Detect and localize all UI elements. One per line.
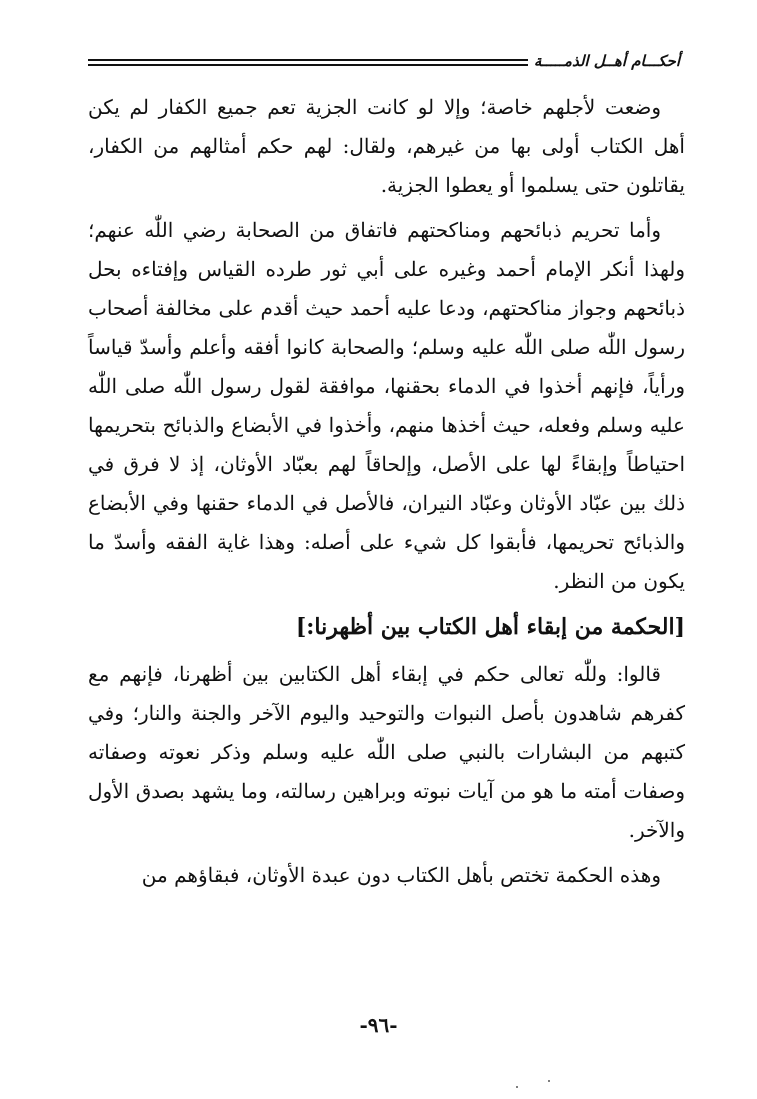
paragraph-2: وأما تحريم ذبائحهم ومناكحتهم فاتفاق من الصحابة رضي اللّٰه عنهم؛ ولهذا أنكر الإمام أحمد وغيره على أبي ثور طرده القياس وإفتاءه بحل ذبائحهم وجواز مناكحتهم، ودعا عليه أحمد حيث أقدم على مخالفة أصحاب رسول اللّٰه صلى اللّٰه عليه وسلم؛ والصحابة كانوا أفقه وأعلم وأسدّ قياساً ورأياً، فإنهم أخذوا في الدماء بحقنها، موافقة لقول رسول اللّٰه صلى اللّٰه عليه وسلم وفعله، حيث أخذها منهم، وأخذوا في الأبضاع والذبائح بتحريمها احتياطاً وإبقاءً لها على الأصل، وإلحاقاً لهم بعبّاد الأوثان، إذ لا فرق في ذلك بين عبّاد الأوثان وعبّاد النيران، فالأصل في الدماء حقنها وفي الأبضاع والذبائح تحريمها، فأبقوا كل شيء على أصله: وهذا غاية الفقه وأسدّ ما يكون من النظر. <box>88 218 686 593</box>
paragraph-3: قالوا: وللّٰه تعالى حكم في إبقاء أهل الكتابين بين أظهرنا، فإنهم مع كفرهم شاهدون بأصل النبوات والتوحيد واليوم الآخر والجنة والنار؛ وفي كتبهم من البشارات بالنبي صلى اللّٰه عليه وسلم وذكر نعوته وصفاته وصفات أمته ما هو من آيات نبوته وبراهين رسالته، وما يشهد بصدق الأول والآخر. <box>88 662 685 842</box>
scan-speck <box>548 1080 550 1082</box>
header-rule-lower <box>88 64 552 66</box>
paragraph-4: وهذه الحكمة تختص بأهل الكتاب دون عبدة الأوثان، فبقاؤهم من <box>141 863 661 887</box>
header-rule-upper <box>88 59 552 61</box>
section-heading: [الحكمة من إبقاء أهل الكتاب بين أظهرنا:] <box>295 614 685 640</box>
running-header <box>88 50 680 74</box>
header-title: أحكـــام أهــل الذمـــــة <box>528 50 680 72</box>
scan-speck <box>516 1086 518 1088</box>
page-body <box>88 88 685 901</box>
page-number: -٩٦- <box>359 1013 398 1037</box>
paragraph-1: وضعت لأجلهم خاصة؛ وإلا لو كانت الجزية تعم جميع الكفار لم يكن أهل الكتاب أولى بها من غيرهم، ولقال: لهم حكم أمثالهم من الكفار، يقاتلون حتى يسلموا أو يعطوا الجزية. <box>88 95 685 197</box>
